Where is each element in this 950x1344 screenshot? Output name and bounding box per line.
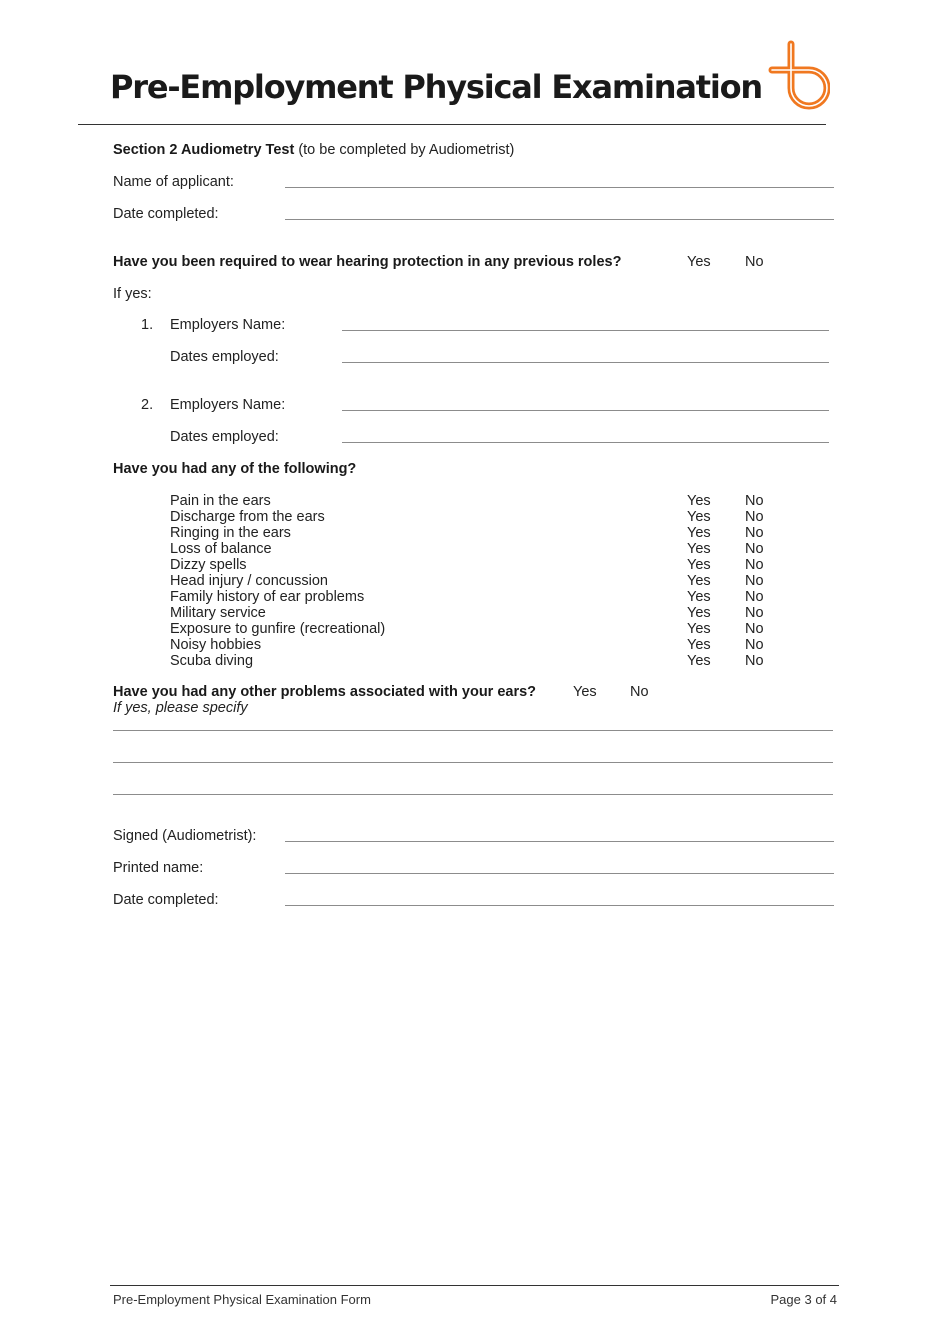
condition-no-option[interactable]: No xyxy=(745,541,764,557)
if-yes-label: If yes: xyxy=(113,286,152,302)
condition-no-option[interactable]: No xyxy=(745,557,764,573)
condition-yes-option[interactable]: Yes xyxy=(687,605,711,621)
other-problems-yes[interactable]: Yes xyxy=(573,684,597,700)
condition-label: Dizzy spells xyxy=(170,557,247,573)
company-logo-icon xyxy=(764,40,830,116)
other-problems-question: Have you had any other problems associated with your ears? xyxy=(113,684,537,700)
condition-yes-option[interactable]: Yes xyxy=(687,653,711,669)
employer-2-name-label: Employers Name: xyxy=(170,397,286,413)
printed-name-field[interactable] xyxy=(285,873,834,874)
date-completed-label: Date completed: xyxy=(113,206,219,222)
other-problems-specify-label: If yes, please specify xyxy=(113,700,248,716)
condition-no-option[interactable]: No xyxy=(745,525,764,541)
condition-label: Loss of balance xyxy=(170,541,272,557)
footer-divider xyxy=(110,1285,839,1286)
footer-form-name: Pre-Employment Physical Examination Form xyxy=(113,1292,371,1307)
footer-page-number: Page 3 of 4 xyxy=(770,1292,837,1307)
condition-yes-option[interactable]: Yes xyxy=(687,573,711,589)
condition-yes-option[interactable]: Yes xyxy=(687,589,711,605)
condition-no-option[interactable]: No xyxy=(745,653,764,669)
printed-name-label: Printed name: xyxy=(113,860,204,876)
condition-yes-option[interactable]: Yes xyxy=(687,493,711,509)
condition-label: Military service xyxy=(170,605,266,621)
condition-no-option[interactable]: No xyxy=(745,605,764,621)
signed-field[interactable] xyxy=(285,841,834,842)
condition-yes-option[interactable]: Yes xyxy=(687,525,711,541)
employer-2-name-field[interactable] xyxy=(342,410,829,411)
condition-yes-option[interactable]: Yes xyxy=(687,541,711,557)
employer-2-dates-label: Dates employed: xyxy=(170,429,279,445)
hearing-protection-yes[interactable]: Yes xyxy=(687,254,711,270)
signed-label: Signed (Audiometrist): xyxy=(113,828,257,844)
hearing-protection-no[interactable]: No xyxy=(745,254,764,270)
section-title: Section 2 Audiometry Test xyxy=(113,142,295,158)
condition-no-option[interactable]: No xyxy=(745,493,764,509)
condition-no-option[interactable]: No xyxy=(745,509,764,525)
condition-label: Head injury / concussion xyxy=(170,573,328,589)
condition-yes-option[interactable]: Yes xyxy=(687,557,711,573)
employer-1-name-field[interactable] xyxy=(342,330,829,331)
employer-1-dates-label: Dates employed: xyxy=(170,349,279,365)
section-note: (to be completed by Audiometrist) xyxy=(298,142,515,158)
applicant-name-label: Name of applicant: xyxy=(113,174,234,190)
section-heading xyxy=(113,142,514,158)
condition-no-option[interactable]: No xyxy=(745,573,764,589)
employer-2-dates-field[interactable] xyxy=(342,442,829,443)
condition-label: Family history of ear problems xyxy=(170,589,365,605)
header-divider xyxy=(78,124,826,125)
specify-line-1[interactable] xyxy=(113,730,833,731)
condition-no-option[interactable]: No xyxy=(745,589,764,605)
condition-yes-option[interactable]: Yes xyxy=(687,621,711,637)
specify-line-3[interactable] xyxy=(113,794,833,795)
condition-label: Discharge from the ears xyxy=(170,509,325,525)
condition-label: Ringing in the ears xyxy=(170,525,291,541)
condition-label: Noisy hobbies xyxy=(170,637,262,653)
condition-yes-option[interactable]: Yes xyxy=(687,509,711,525)
condition-no-option[interactable]: No xyxy=(745,621,764,637)
applicant-name-field[interactable] xyxy=(285,187,834,188)
condition-yes-option[interactable]: Yes xyxy=(687,637,711,653)
other-problems-no[interactable]: No xyxy=(630,684,649,700)
page-title: Pre-Employment Physical Examination xyxy=(110,68,763,106)
condition-label: Pain in the ears xyxy=(170,493,271,509)
hearing-protection-question: Have you been required to wear hearing protection in any previous roles? xyxy=(113,254,622,270)
condition-label: Exposure to gunfire (recreational) xyxy=(170,621,386,637)
date-completed-field[interactable] xyxy=(285,219,834,220)
employer-1-number: 1. xyxy=(141,317,154,333)
conditions-question: Have you had any of the following? xyxy=(113,461,357,477)
employer-2-number: 2. xyxy=(141,397,154,413)
signoff-date-label: Date completed: xyxy=(113,892,219,908)
condition-no-option[interactable]: No xyxy=(745,637,764,653)
employer-1-dates-field[interactable] xyxy=(342,362,829,363)
condition-label: Scuba diving xyxy=(170,653,254,669)
employer-1-name-label: Employers Name: xyxy=(170,317,286,333)
specify-line-2[interactable] xyxy=(113,762,833,763)
signoff-date-field[interactable] xyxy=(285,905,834,906)
